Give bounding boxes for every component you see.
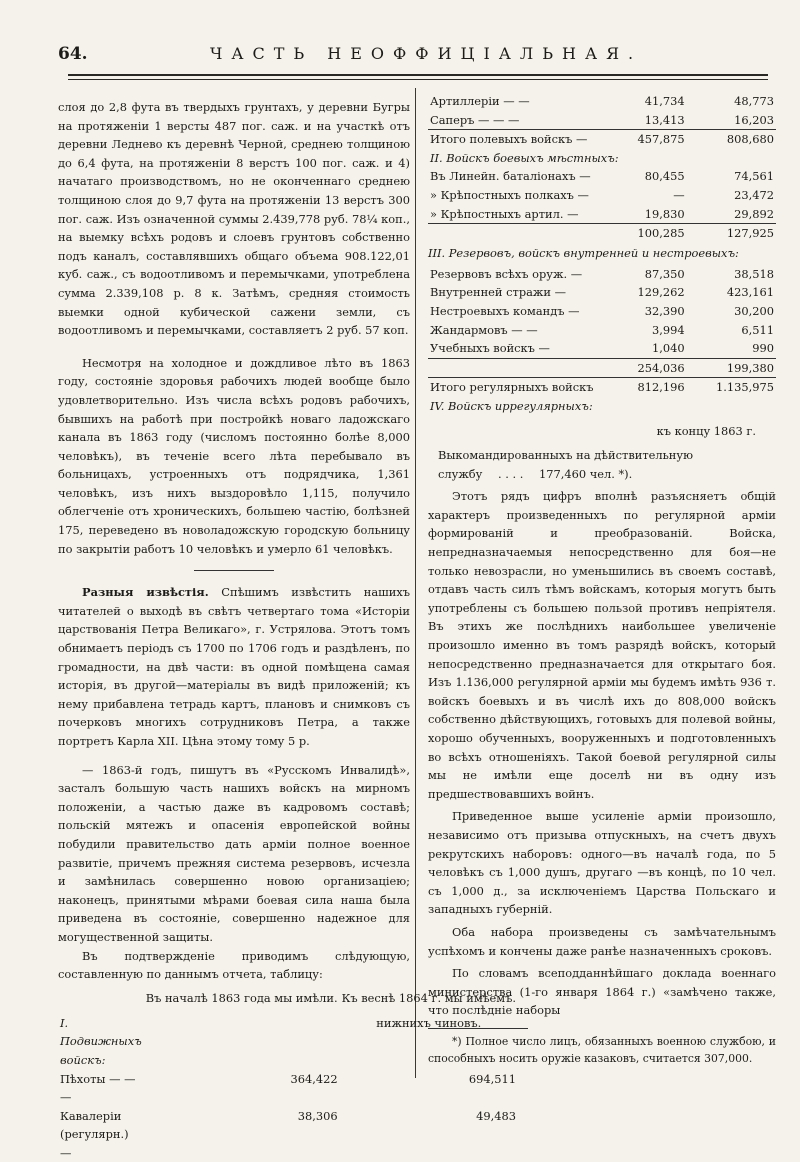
- table-row: Въ Линейн. баталіонахъ — 80,455 74,561: [430, 169, 774, 184]
- table-row: Кавалеріи (регулярн.) — 38,306 49,483: [60, 1108, 517, 1160]
- army-table-part2: [428, 92, 776, 440]
- table-subheader: къ концу 1863 г.: [656, 423, 756, 438]
- table-row: Артиллеріи — — 41,734 48,773: [430, 94, 774, 108]
- column-divider: [415, 88, 416, 1078]
- paragraph: слоя до 2,8 фута въ твердыхъ грунтахъ, у деревни Бугры на протяженіи 1 версты 487 пог. саж. и на участкѣ отъ деревни Леднево къ деревнѣ Черной, среднею толщиною до 6,4 фута, на протяженіи 8 верстъ 100 пог. саж. и 4) начатаго производствомъ, но не оконченнаго среднею толщиною слоя до 9,7 фута на протяженіи 13 верстъ 300 пог. саж. Изъ означенной суммы 2.439,778 руб. 78¼ коп., на выемку всѣхъ родовъ и слоевъ грунтовъ собственно подъ каналъ, составлявшихъ общаго объема 908.122,01 куб. саж., съ водоотливомъ и перемычками, употреблена сумма 2.339,108 р. 8 к. Затѣмъ, средняя стоимость выемки одной кубической сажени земли, съ водоотливомъ и перемычками, составляетъ 2 руб. 57 коп.: [58, 100, 410, 338]
- paragraph: Оба набора произведены съ замѣчательнымъ успѣхомъ и кончены даже ранѣе назначенныхъ сроковъ.: [428, 924, 776, 958]
- right-column: [428, 92, 776, 1067]
- paragraph: — 1863-й годъ, пишутъ въ «Русскомъ Инвалидѣ», засталъ большую часть нашихъ войскъ на мирномъ положеніи, а частью даже въ кадровомъ составѣ; польскій мятежъ и опасенія европейской войны побудили правительство дать арміи полное военное развитіе, причемъ прежняя система резервовъ, исчезла и замѣнилась совершенно новою организаціею; наконецъ, принятыми мѣрами боевая сила наша была приведена въ состояніе, совершенно надежное для могущественной защиты.: [58, 762, 410, 944]
- paragraph: Этотъ рядъ цифръ вполнѣ разъясняетъ общій характеръ произведенныхъ по регулярной арміи формированій и преобразованій. Войска, непредназначаемыя непосредственно для боя—не только невозрасли, но уменьшились въ своемъ составѣ, отдавъ часть силъ тѣмъ войскамъ, которыя могутъ быть употреблены съ большею пользой противъ непріятеля. Въ этихъ же послѣднихъ наибольшее увеличеніе произошло именно въ томъ разрядѣ войскъ, который непосредственно предназначается для открытаго боя. Изъ 1.136,000 регулярной арміи мы будемъ имѣть 936 т. войскъ боевыхъ и въ числѣ ихъ до 808,000 войскъ собственно дѣйствующихъ, готовыхъ для полевой войны, хорошо обученныхъ, вооруженныхъ и подготовленныхъ во всѣхъ отношеніяхъ. Такой боевой регулярной силы мы не имѣли еще доселѣ ни въ одну изъ предшествовавшихъ войнъ.: [428, 489, 776, 801]
- paragraph: Приведенное выше усиленіе арміи произошло, независимо отъ призыва отпускныхъ, на счетъ двухъ рекрутскихъ наборовъ: одного—въ началѣ года, по 5 человѣкъ съ 1,000 душъ, другаго —въ концѣ, по 10 чел. съ 1,000 д., за исключеніемъ Царства Польскаго и западныхъ губерній.: [428, 809, 776, 917]
- table-section: IV. Войскъ иррегулярныхъ:: [430, 398, 593, 413]
- table-row: Нестроевыхъ командъ — 32,390 30,200: [430, 303, 774, 318]
- column-header: Къ веснѣ 1864 г. мы имѣемъ.: [341, 990, 517, 1005]
- table-row: Учебныхъ войскъ — 1,040 990: [430, 341, 774, 356]
- table-section: II. Войскъ боевыхъ мѣстныхъ:: [430, 150, 619, 165]
- footnote-rule: [428, 1028, 528, 1029]
- table-subtotal-row: 100,285 127,925: [428, 224, 776, 243]
- paragraph: По словамъ всеподданнѣйшаго доклада военнаго министерства (1-го января 1864 г.) «замѣчено также, что послѣдніе наборы: [428, 966, 776, 1018]
- table-total-row: Итого полевыхъ войскъ — 457,875 808,680: [428, 130, 776, 149]
- irregular-row: Выкомандированныхъ на дѣйствительную службу . . . . 177,460 чел. *).: [438, 448, 694, 481]
- table-row: Пѣхоты — — — 364,422 694,511: [60, 1071, 517, 1105]
- table-section: I. Подвижныхъ войскъ:: [60, 1015, 142, 1067]
- table-subheader: нижнихъ чиновъ.: [376, 1015, 482, 1030]
- table-row: Жандармовъ — — 3,994 6,511: [430, 322, 774, 337]
- table-section: III. Резервовъ, войскъ внутренней и нестроевыхъ:: [428, 245, 739, 260]
- section-divider: [194, 570, 274, 571]
- running-title: ЧАСТЬ НЕОФФИЦІАЛЬНАЯ.: [210, 44, 643, 63]
- table-row: Внутренней стражи — 129,262 423,161: [430, 285, 774, 300]
- paragraph: Разныя извѣстія. Спѣшимъ извѣстить нашихъ читателей о выходѣ въ свѣтъ четвертаго тома «Исторіи царствованія Петра Великаго», г. Устрялова. Этотъ томъ обнимаетъ періодъ съ 1700 по 1706 годъ и раздѣленъ, по громадности, на двѣ части: въ одной помѣщена самая исторія, въ другой—матеріалы въ видѣ приложеній; къ нему прибавлена тетрадь картъ, плановъ и снимковъ съ почерковъ многихъ сотрудниковъ Петра, а также портретъ Карла XII. Цѣна этому тому 5 р.: [58, 585, 410, 748]
- header-rule-thick: [68, 74, 768, 76]
- table-row: » Крѣпостныхъ артил. — 19,830 29,892: [430, 206, 774, 221]
- footnote: *) Полное число лицъ, обязанныхъ военною службою, и способныхъ носить оружіе казаковъ, считается 307,000.: [428, 1034, 776, 1065]
- table-row: Саперъ — — — 13,413 16,203: [430, 112, 774, 127]
- table-row: Резервовъ всѣхъ оруж. — 87,350 38,518: [430, 266, 774, 281]
- table-subtotal-row: 254,036 199,380: [428, 358, 776, 378]
- table-row: » Крѣпостныхъ полкахъ — — 23,472: [430, 187, 774, 202]
- paragraph: Несмотря на холодное и дождливое лѣто въ 1863 году, состояніе здоровья рабочихъ людей вообще было удовлетворительно. Изъ числа всѣхъ родовъ рабочихъ, бывшихъ на работѣ при постройкѣ новаго ладожскаго канала въ 1863 году (числомъ постоянно болѣе 8,000 человѣкъ), въ теченіе всего лѣта перебывало въ больницахъ, устроенныхъ отъ подрядчика, 1,361 человѣкъ, изъ нихъ выздоровѣло 1,115, получило облегченіе отъ хроническихъ, большею частію, болѣзней 175, переведено въ новоладожскую городскую больницу по закрытіи работъ 10 человѣкъ и умерло 61 человѣкъ.: [58, 355, 410, 556]
- page-number: 64.: [58, 44, 88, 64]
- column-header: Въ началѣ 1863 года мы имѣли.: [145, 990, 338, 1005]
- table-total-row: Итого регулярныхъ войскъ 812,196 1.135,975: [428, 378, 776, 397]
- header-rule-thin: [68, 79, 768, 80]
- section-heading: Разныя извѣстія.: [82, 585, 209, 600]
- paragraph: Въ подтвержденіе приводимъ слѣдующую, составленную по даннымъ отчета, таблицу:: [58, 948, 410, 982]
